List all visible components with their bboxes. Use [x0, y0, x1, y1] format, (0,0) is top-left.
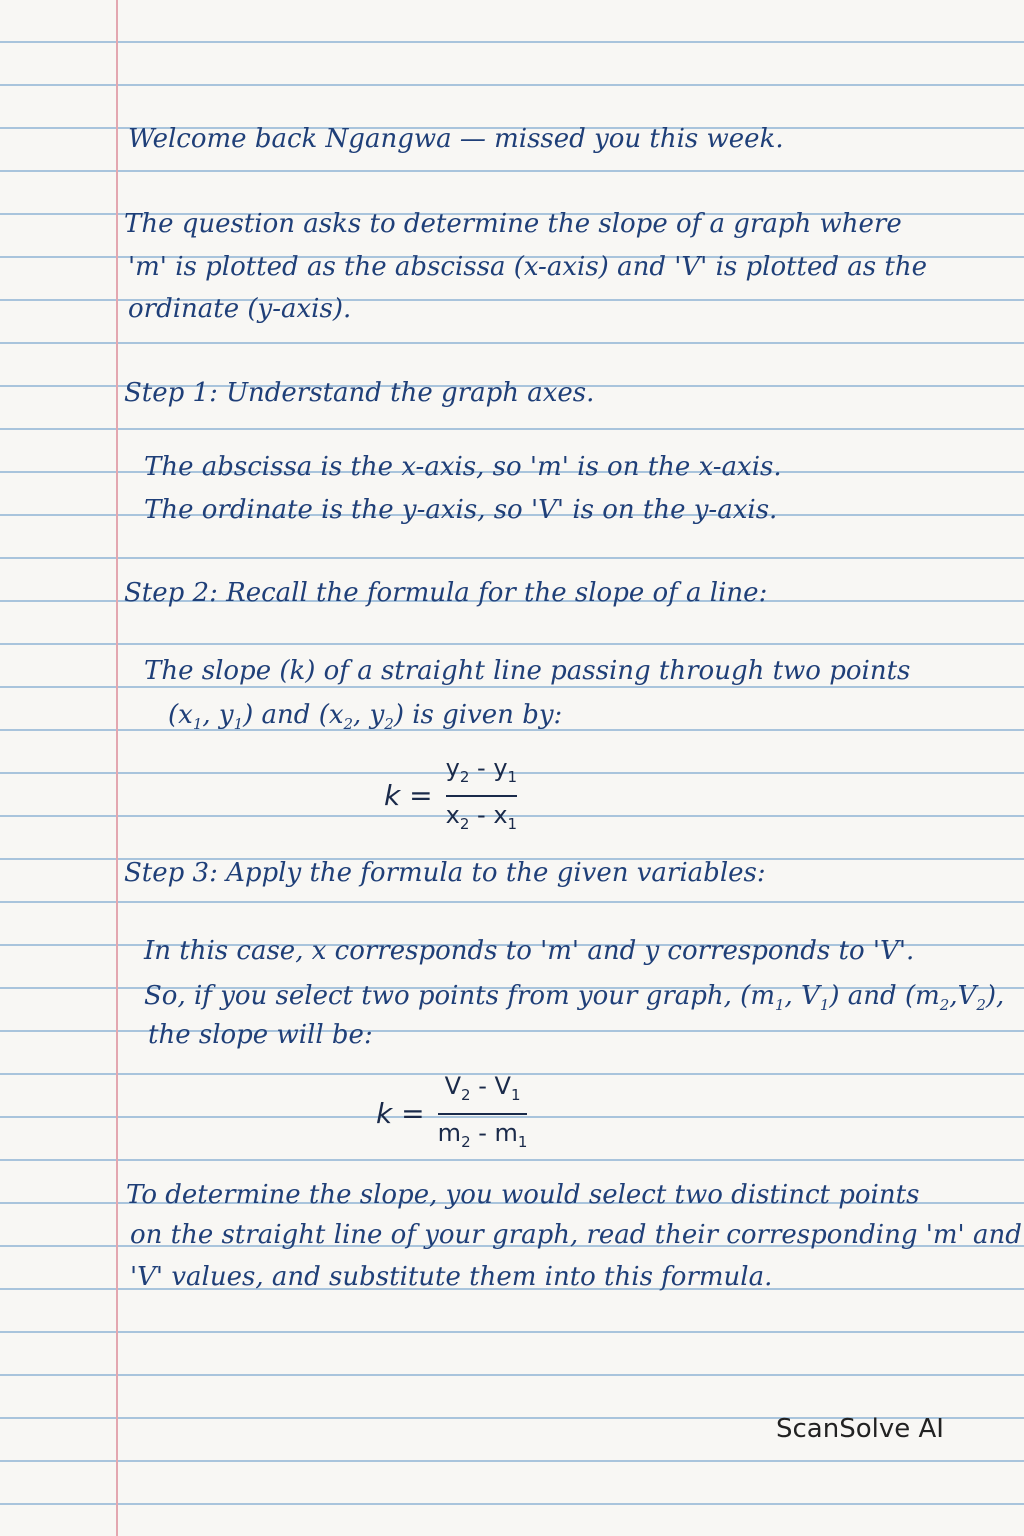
formula-numerator: $V_2 - V_1$: [444, 1072, 521, 1104]
formula-lhs: k =: [376, 1097, 425, 1131]
fraction-bar: [446, 795, 517, 797]
step1-line-2: The ordinate is the y-axis, so 'V' is on the y-axis.: [144, 495, 778, 525]
formula-fraction: [446, 752, 517, 840]
fraction-bar: [438, 1113, 528, 1115]
slope-formula-xy: [384, 752, 517, 840]
intro-line-3: ordinate (y-axis).: [128, 294, 352, 324]
conclusion-line-2: on the straight line of your graph, read their corresponding 'm' and: [130, 1220, 1022, 1250]
formula-denominator: $x_2 - x_1$: [445, 800, 518, 833]
step1-line-1: The abscissa is the x-axis, so 'm' is on the x-axis.: [144, 452, 782, 482]
margin-line: [116, 0, 118, 1536]
step1-heading: Step 1: Understand the graph axes.: [124, 378, 595, 408]
step3-line-1: In this case, x corresponds to 'm' and y corresponds to 'V'.: [144, 936, 915, 966]
formula-lhs: k =: [384, 779, 433, 813]
step2-line-1: The slope (k) of a straight line passing through two points: [144, 656, 911, 686]
conclusion-line-1: To determine the slope, you would select two distinct points: [126, 1180, 920, 1210]
greeting-line: Welcome back Ngangwa — missed you this week.: [128, 124, 784, 154]
step3-line-2: So, if you select two points from your graph, ($m_1$, $V_1$) and $(m_2,V_2)$,: [144, 981, 1005, 1015]
signature: ScanSolve AI: [776, 1414, 944, 1444]
conclusion-line-3: 'V' values, and substitute them into this formula.: [130, 1262, 773, 1292]
slope-formula-mv: [376, 1070, 527, 1158]
formula-fraction: [438, 1070, 528, 1158]
step2-heading: Step 2: Recall the formula for the slope of a line:: [124, 578, 768, 608]
intro-line-2: 'm' is plotted as the abscissa (x-axis) and 'V' is plotted as the: [128, 252, 927, 282]
formula-numerator: $y_2 - y_1$: [445, 754, 518, 786]
step2-line-2: ($x_1$, $y_1$) and ($x_2$, $y_2$) is given by:: [168, 700, 563, 734]
intro-line-1: The question asks to determine the slope of a graph where: [124, 209, 902, 239]
step3-line-3: the slope will be:: [148, 1020, 373, 1050]
step3-heading: Step 3: Apply the formula to the given variables:: [124, 858, 766, 888]
formula-denominator: $m_2 - m_1$: [437, 1118, 528, 1151]
